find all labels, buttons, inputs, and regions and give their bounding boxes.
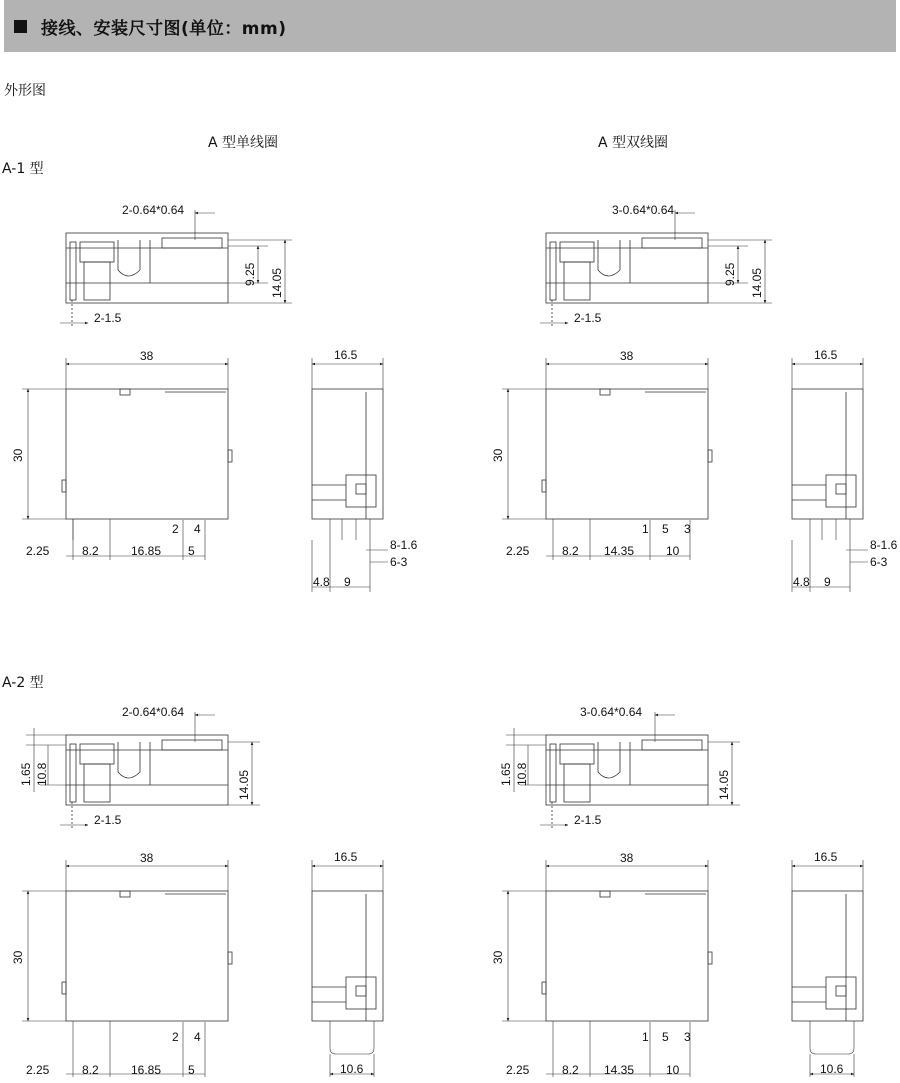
a1-single-side-view	[312, 389, 383, 519]
a1d-height-30: 30	[491, 448, 505, 462]
a2-double-top-view	[546, 735, 708, 828]
a2s-pin-4: 4	[194, 1030, 201, 1044]
a1d-d225: 2.25	[506, 544, 530, 558]
a1d-d82: 8.2	[562, 544, 579, 558]
a1d-d10: 10	[666, 544, 680, 558]
a2d-pin-15: 2-1.5	[574, 813, 602, 827]
a1d-pin-1: 1	[642, 522, 649, 536]
section-title: 接线、安装尺寸图(单位：mm)	[41, 18, 287, 39]
a2s-pin-size: 2-0.64*0.64	[122, 705, 185, 719]
a1s-pin-size: 2-0.64*0.64	[122, 203, 185, 217]
a2-single-top-view	[66, 735, 228, 828]
a1-double-top-view	[546, 233, 708, 326]
a1d-side-816: 8-1.6	[870, 538, 898, 552]
a2s-d225: 2.25	[26, 1063, 50, 1077]
a1d-side-9: 9	[824, 575, 831, 589]
a2s-width-38: 38	[140, 851, 154, 865]
a2d-height-108: 10.8	[515, 762, 529, 786]
a1d-pin-5: 5	[662, 522, 669, 536]
a2d-d10: 10	[666, 1063, 680, 1077]
a1-single-top-view	[66, 233, 228, 326]
a1s-d82: 8.2	[82, 544, 99, 558]
a2s-side-w165: 16.5	[334, 850, 358, 864]
a1d-width-38: 38	[620, 349, 634, 363]
a2s-d82: 8.2	[82, 1063, 99, 1077]
outline-label: 外形图	[4, 83, 46, 99]
column-title-double-coil: A 型双线圈	[598, 135, 669, 151]
a2d-d225: 2.25	[506, 1063, 530, 1077]
a2s-d1685: 16.85	[131, 1063, 162, 1077]
a2s-height-108: 10.8	[35, 762, 49, 786]
a2d-pin-5: 5	[662, 1030, 669, 1044]
a2d-height-30: 30	[491, 950, 505, 964]
a1s-height-30: 30	[11, 448, 25, 462]
a1s-side-w165: 16.5	[334, 348, 358, 362]
a1s-d225: 2.25	[26, 544, 50, 558]
a2-double-front-view	[542, 891, 712, 1021]
a1-double-front-view	[542, 389, 712, 519]
a2d-side-w165: 16.5	[814, 850, 838, 864]
a1d-pin-size: 3-0.64*0.64	[612, 203, 675, 217]
a2s-height-165: 1.65	[19, 762, 33, 786]
a1s-height-1405: 14.05	[270, 267, 284, 298]
a2s-pin-15: 2-1.5	[94, 813, 122, 827]
a2d-pin-1: 1	[642, 1030, 649, 1044]
a1s-side-9: 9	[344, 575, 351, 589]
a2d-height-165: 1.65	[499, 762, 513, 786]
a1d-pin-3: 3	[684, 522, 691, 536]
a1d-height-925: 9.25	[723, 262, 737, 286]
a2d-pin-3: 3	[684, 1030, 691, 1044]
a1s-side-63: 6-3	[390, 555, 408, 569]
a1s-d5: 5	[188, 544, 195, 558]
a1d-side-48: 4.8	[793, 575, 810, 589]
a2d-d82: 8.2	[562, 1063, 579, 1077]
column-title-single-coil: A 型单线圈	[208, 135, 279, 151]
a1d-height-1405: 14.05	[750, 267, 764, 298]
a1d-pin-15: 2-1.5	[574, 311, 602, 325]
a2d-d1435: 14.35	[604, 1063, 635, 1077]
a2d-width-38: 38	[620, 851, 634, 865]
a2d-height-1405: 14.05	[717, 769, 731, 800]
a2s-side-w106: 10.6	[340, 1062, 364, 1076]
a1s-side-48: 4.8	[313, 575, 330, 589]
a2-single-front-view	[62, 891, 232, 1021]
a2s-pin-2: 2	[172, 1030, 179, 1044]
a1s-pin-4: 4	[194, 522, 201, 536]
a1s-width-38: 38	[140, 349, 154, 363]
a1s-side-816: 8-1.6	[390, 538, 418, 552]
a2s-height-30: 30	[11, 950, 25, 964]
a1d-side-63: 6-3	[870, 555, 888, 569]
a1s-pin-2: 2	[172, 522, 179, 536]
a1d-side-w165: 16.5	[814, 348, 838, 362]
a1s-height-925: 9.25	[243, 262, 257, 286]
a1s-d1685: 16.85	[131, 544, 162, 558]
a1-single-front-view	[62, 389, 232, 519]
a2-single-side-view	[312, 891, 383, 1021]
a2s-height-1405: 14.05	[237, 769, 251, 800]
a2s-d5: 5	[188, 1063, 195, 1077]
a2d-pin-size: 3-0.64*0.64	[580, 705, 643, 719]
a1s-pin-15: 2-1.5	[94, 311, 122, 325]
group-label-a2: A-2 型	[2, 675, 44, 691]
a2-double-side-view	[792, 891, 863, 1021]
a1d-d1435: 14.35	[604, 544, 635, 558]
group-label-a1: A-1 型	[2, 161, 44, 177]
a2d-side-w106: 10.6	[820, 1062, 844, 1076]
a1-double-side-view	[792, 389, 863, 519]
